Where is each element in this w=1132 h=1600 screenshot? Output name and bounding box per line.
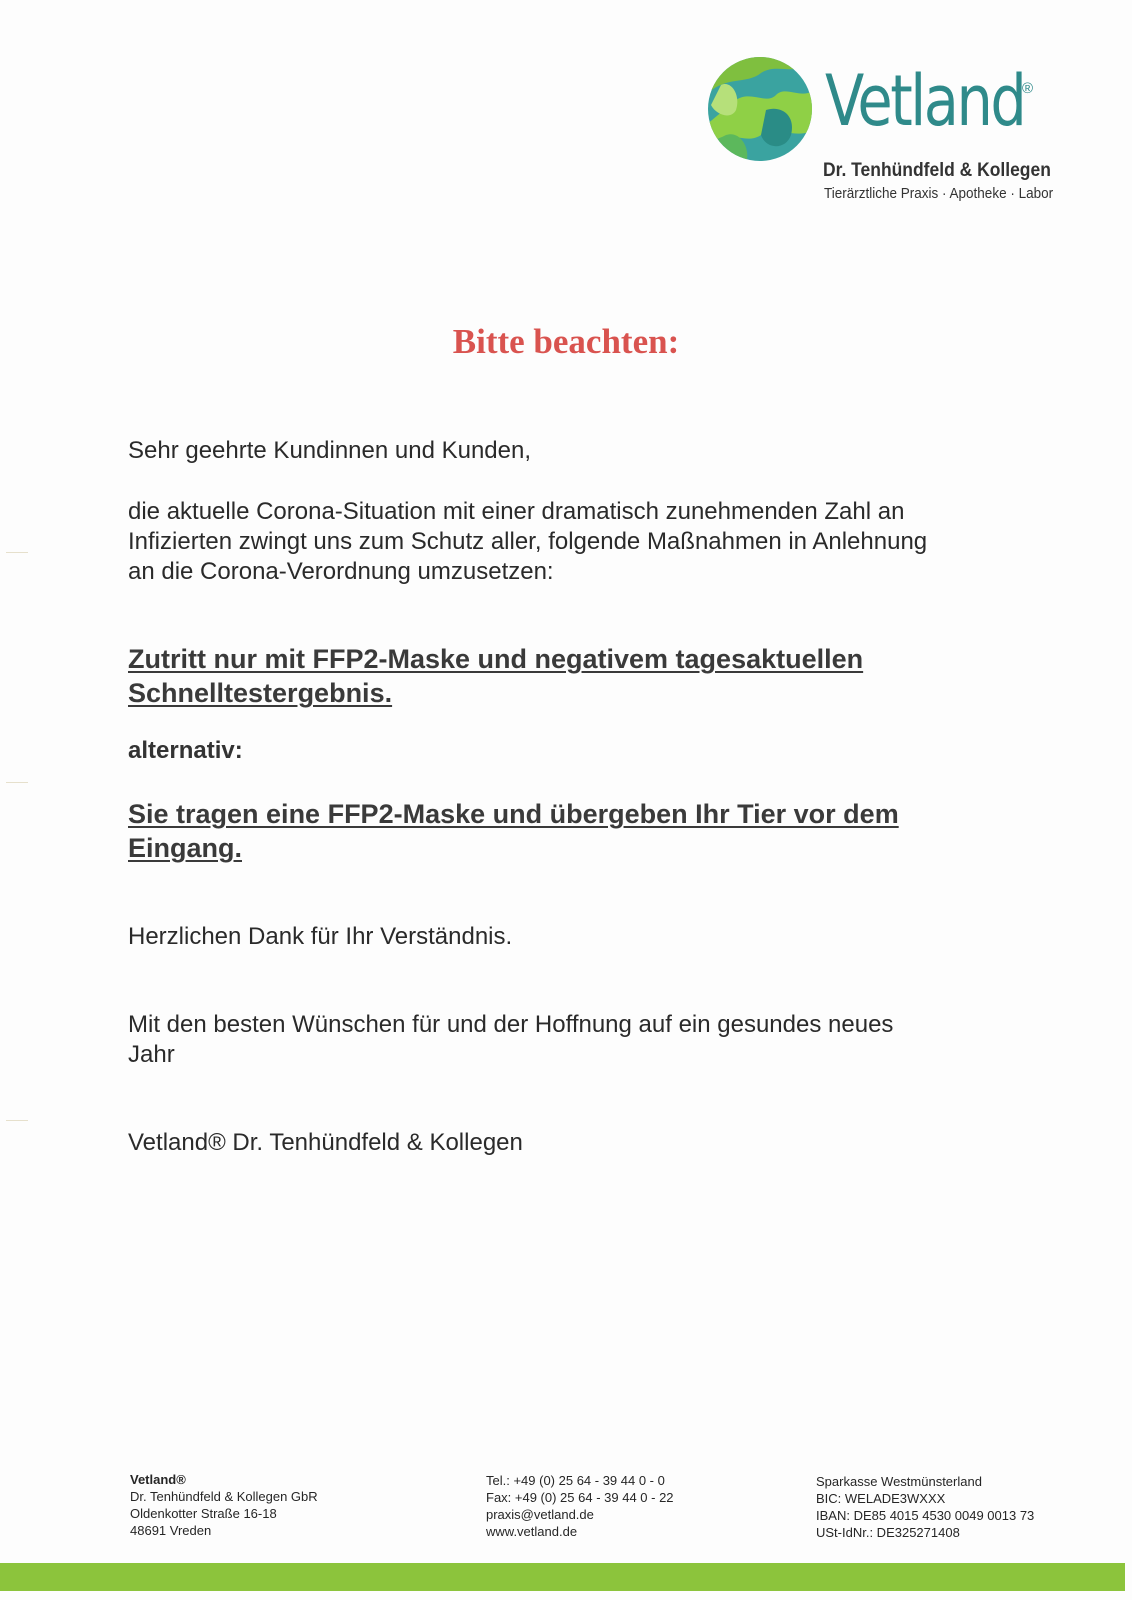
intro-line: Infizierten zwingt uns zum Schutz aller, folgende Maßnahmen in Anlehnung [128,528,928,555]
footer-phone: Tel.: +49 (0) 25 64 - 39 44 0 - 0 [486,1473,665,1488]
footer-bank [816,1473,1034,1541]
rule-1-line: Zutritt nur mit FFP2-Maske und negativem tagesaktuellen [128,644,864,674]
intro-line: an die Corona-Verordnung umzusetzen: [128,558,554,585]
footer-green-band [0,1563,1125,1591]
brand-tagline-partners: Dr. Tenhündfeld & Kollegen [823,160,1051,181]
signature: Vetland® Dr. Tenhündfeld & Kollegen [128,1129,523,1156]
thanks: Herzlichen Dank für Ihr Verständnis. [128,923,513,950]
alternative-label: alternativ: [128,737,243,764]
greeting: Sehr geehrte Kundinnen und Kunden, [128,437,531,464]
footer-contact [486,1472,674,1540]
rule-2-line: Sie tragen eine FFP2-Maske und übergeben Ihr Tier vor dem [128,799,899,829]
fold-mark [6,782,28,783]
footer-website[interactable]: www.vetland.de [486,1524,578,1539]
footer-company-name: Vetland® [130,1472,186,1487]
brand-tagline-services: Tierärztliche Praxis · Apotheke · Labor [824,185,1054,202]
fold-mark [6,1120,28,1121]
wishes-line: Jahr [128,1041,175,1068]
footer-iban: IBAN: DE85 4015 4530 0049 0013 73 [816,1508,1035,1523]
fold-mark [6,552,28,553]
footer-bank-name: Sparkasse Westmünsterland [816,1474,982,1489]
notice-title: Bitte beachten: [452,322,680,361]
footer-bic: BIC: WELADE3WXXX [816,1491,946,1506]
footer-address [130,1471,318,1539]
footer-fax: Fax: +49 (0) 25 64 - 39 44 0 - 22 [486,1490,674,1505]
vetland-logo-globe [706,55,814,163]
footer-vat-id: USt-IdNr.: DE325271408 [816,1525,960,1540]
footer-company-line: Dr. Tenhündfeld & Kollegen GbR [130,1489,318,1504]
registered-mark: ® [1022,80,1034,97]
wishes-line: Mit den besten Wünschen für und der Hoffnung auf ein gesundes neues [128,1011,894,1038]
footer-street: Oldenkotter Straße 16-18 [130,1506,277,1521]
footer-email[interactable]: praxis@vetland.de [486,1507,594,1522]
footer-city: 48691 Vreden [130,1523,212,1538]
intro-line: die aktuelle Corona-Situation mit einer dramatisch zunehmenden Zahl an [128,498,905,525]
rule-2-line: Eingang. [128,833,242,863]
rule-1-line: Schnelltestergebnis. [128,678,393,708]
brand-wordmark: Vetland [825,60,1025,142]
